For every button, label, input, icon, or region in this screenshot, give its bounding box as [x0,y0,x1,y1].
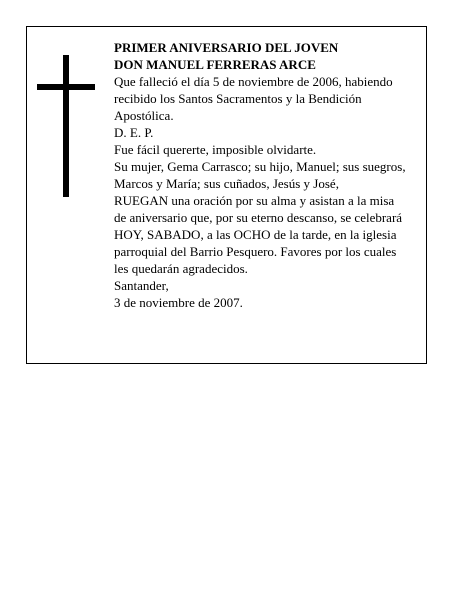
cross-icon [37,55,95,197]
notice-heading-line: PRIMER ANIVERSARIO DEL JOVEN [114,40,339,55]
dedication-line: Fue fácil quererte, imposible olvidarte. [114,142,317,157]
place-line: Santander, [114,278,169,293]
date-line: 3 de noviembre de 2007. [114,295,243,310]
family-line: Marcos y María; sus cuñados, Jesús y José, [114,176,339,191]
dep-line: D. E. P. [114,125,154,140]
cross-horizontal-bar [37,84,95,90]
notice-text [114,39,426,311]
deceased-name: DON MANUEL FERRERAS ARCE [114,57,316,72]
request-line: RUEGAN una oración por su alma y asistan a la misa [114,193,395,208]
notice-line: recibido los Santos Sacramentos y la Bendición [114,91,362,106]
cross-vertical-bar [63,55,69,197]
mass-time-line: HOY, SABADO, a las OCHO de la tarde, en la iglesia [114,227,397,242]
mass-location-line: parroquial del Barrio Pesquero. Favores por los cuales [114,244,397,259]
notice-line: Apostólica. [114,108,174,123]
request-line: de aniversario que, por su eterno descanso, se celebrará [114,210,403,225]
family-line: Su mujer, Gema Carrasco; su hijo, Manuel; sus suegros, [114,159,406,174]
notice-line: Que falleció el día 5 de noviembre de 2006, habiendo [114,74,393,89]
obituary-notice [26,26,427,364]
thanks-line: les quedarán agradecidos. [114,261,248,276]
